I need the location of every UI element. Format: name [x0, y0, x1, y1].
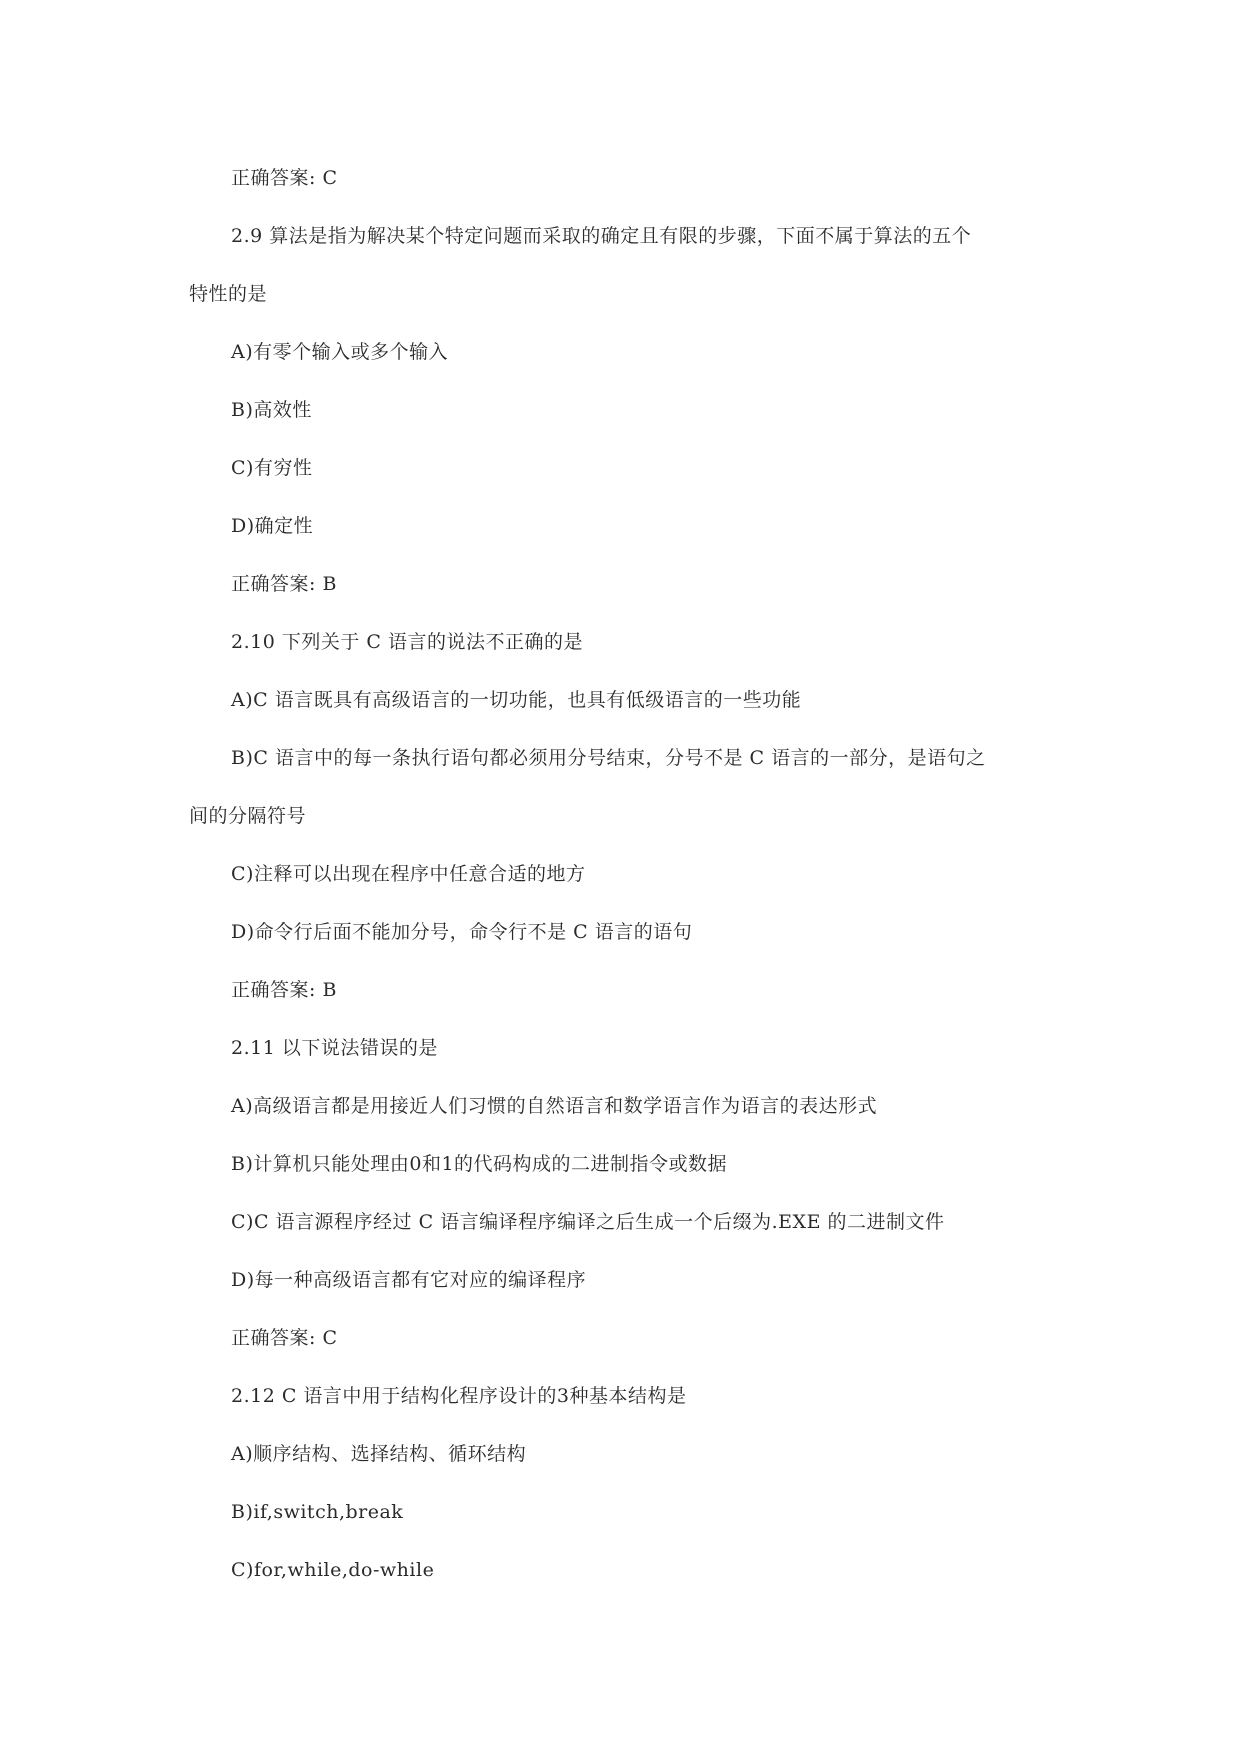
option-line: D)每一种高级语言都有它对应的编译程序 [231, 1269, 587, 1291]
question-line: 2.10 下列关于 C 语言的说法不正确的是 [231, 631, 583, 653]
question-line: 2.9 算法是指为解决某个特定问题而采取的确定且有限的步骤，下面不属于算法的五个 [231, 225, 972, 247]
question-line: 2.11 以下说法错误的是 [231, 1037, 438, 1059]
option-line: C)C 语言源程序经过 C 语言编译程序编译之后生成一个后缀为.EXE 的二进制文件 [231, 1211, 945, 1233]
option-line-continued: 间的分隔符号 [189, 805, 307, 827]
option-line: B)计算机只能处理由0和1的代码构成的二进制指令或数据 [231, 1153, 728, 1175]
option-line: B)高效性 [231, 399, 312, 421]
question-line: 2.12 C 语言中用于结构化程序设计的3种基本结构是 [231, 1385, 687, 1407]
answer-line: 正确答案: C [231, 1327, 338, 1349]
option-line: C)for,while,do-while [231, 1559, 435, 1581]
option-line: A)高级语言都是用接近人们习惯的自然语言和数学语言作为语言的表达形式 [231, 1095, 878, 1117]
question-line-continued: 特性的是 [189, 283, 268, 305]
answer-line: 正确答案: B [231, 573, 337, 595]
option-line: A)顺序结构、选择结构、循环结构 [231, 1443, 527, 1465]
answer-line: 正确答案: B [231, 979, 337, 1001]
option-line: A)有零个输入或多个输入 [231, 341, 449, 363]
option-line: C)注释可以出现在程序中任意合适的地方 [231, 863, 586, 885]
option-line: B)C 语言中的每一条执行语句都必须用分号结束，分号不是 C 语言的一部分，是语句之 [231, 747, 986, 769]
option-line: A)C 语言既具有高级语言的一切功能，也具有低级语言的一些功能 [231, 689, 802, 711]
option-line: D)确定性 [231, 515, 314, 537]
option-line: C)有穷性 [231, 457, 313, 479]
answer-line: 正确答案: C [231, 167, 338, 189]
option-line: D)命令行后面不能加分号，命令行不是 C 语言的语句 [231, 921, 693, 943]
option-line: B)if,switch,break [231, 1501, 404, 1523]
